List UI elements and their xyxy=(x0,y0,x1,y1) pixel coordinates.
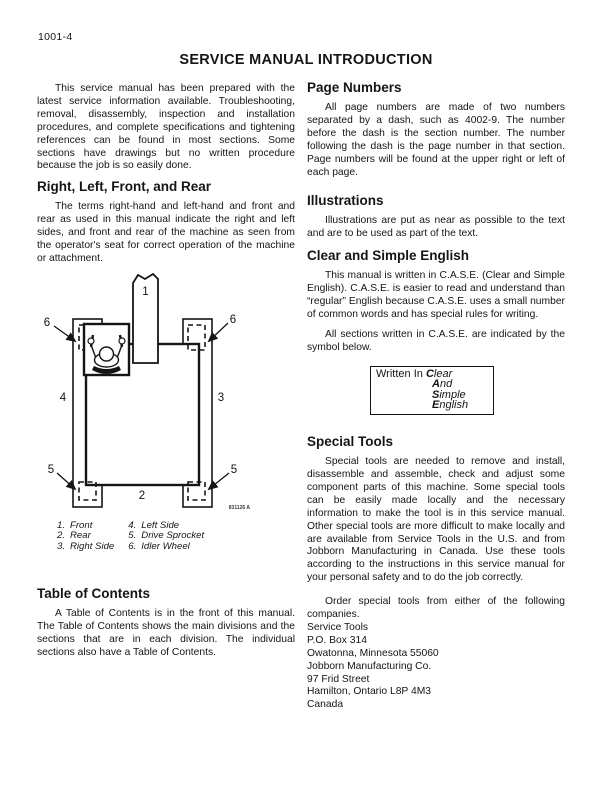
address-block-jobborn xyxy=(307,661,565,713)
legend-label: Idler Wheel xyxy=(141,540,190,552)
illustrations-paragraph: Illustrations are put as near as possible to the text and are to be used as part of the text. xyxy=(307,215,565,240)
legend-column-2 xyxy=(128,521,204,552)
address-line: 97 Frid Street xyxy=(307,673,370,685)
directions-paragraph: The terms right-hand and left-hand and front and rear as used in this manual indicate the right and left sides, and front and rear of the machine as seen from the operator's seat for correct operation of the machine or attachment. xyxy=(37,201,295,264)
legend-num: 6. xyxy=(128,540,137,552)
case-symbol-box xyxy=(370,366,494,415)
address-line: P.O. Box 314 xyxy=(307,634,367,646)
case-paragraph-1: This manual is written in C.A.S.E. (Clear and Simple English). C.A.S.E. is easier to read and understand than “regular” English because C.A.S.E. uses a small number of common words and has special rules for writing. xyxy=(307,270,565,320)
right-column xyxy=(307,76,565,712)
case-initial: C xyxy=(425,367,434,380)
callout-3: 3 xyxy=(217,391,225,404)
callout-2: 2 xyxy=(138,489,146,502)
machine-figure-svg xyxy=(37,270,295,514)
section-heading-toc: Table of Contents xyxy=(37,586,150,602)
case-rest: nd xyxy=(439,378,453,391)
case-rest: lear xyxy=(433,367,453,380)
case-rest: nglish xyxy=(439,399,469,412)
legend-label: Front xyxy=(70,519,93,531)
figure-id: 831126 A xyxy=(228,504,250,511)
legend-label: Left Side xyxy=(141,519,180,531)
legend-label: Rear xyxy=(70,530,91,542)
case-box-prefix: Written In xyxy=(376,367,423,380)
section-heading-illustrations: Illustrations xyxy=(307,193,384,209)
page-number: 1001-4 xyxy=(38,31,73,43)
address-block-service-tools xyxy=(307,622,565,661)
section-heading-directions: Right, Left, Front, and Rear xyxy=(37,179,211,195)
special-tools-paragraph-1: Special tools are needed to remove and install, disassemble and assemble, check and adjust some component parts of this machine. Some special tools can be easily made locally and the necessary information to make the tool is in this service manual. Other special tools are more difficult to make locally and are available from Service Tools in the U.S. and from Jobborn Manufacturing in Canada. Use these tools according to the instructions in this service manual for your personal safety and to do the job correctly. xyxy=(307,456,565,584)
case-paragraph-2: All sections written in C.A.S.E. are indicated by the symbol below. xyxy=(307,328,565,353)
address-line: Owatonna, Minnesota 55060 xyxy=(307,647,439,659)
figure-legend xyxy=(57,521,295,552)
legend-column-1 xyxy=(57,521,114,552)
callout-6-right: 6 xyxy=(229,313,237,326)
section-heading-special-tools: Special Tools xyxy=(307,434,394,450)
legend-num: 2. xyxy=(57,530,66,542)
case-rest: imple xyxy=(439,388,466,401)
left-column xyxy=(37,76,295,712)
callout-4: 4 xyxy=(59,391,67,404)
section-heading-case: Clear and Simple English xyxy=(307,248,470,264)
legend-label: Right Side xyxy=(70,540,115,552)
legend-label: Drive Sprocket xyxy=(141,530,205,542)
callout-arrow-6-left xyxy=(54,326,75,341)
callout-6-left: 6 xyxy=(43,316,51,329)
case-box-line xyxy=(376,400,488,411)
section-heading-page-numbers: Page Numbers xyxy=(307,80,402,95)
address-line: Canada xyxy=(307,699,344,711)
case-initial: A xyxy=(432,378,440,391)
legend-num: 3. xyxy=(57,540,66,552)
page-numbers-paragraph: All page numbers are made of two numbers separated by a dash, such as 4002-9. The number before the dash is the section number. The number following the dash is the page number in that section. Page numbers will be found at the upper right or left of each page. xyxy=(307,102,565,178)
special-tools-paragraph-2: Order special tools from either of the following companies. xyxy=(307,596,565,621)
callout-5-right: 5 xyxy=(230,463,238,476)
callout-5-left: 5 xyxy=(47,463,55,476)
address-line: Hamilton, Ontario L8P 4M3 xyxy=(307,686,432,698)
legend-num: 4. xyxy=(128,519,137,531)
toc-paragraph: A Table of Contents is in the front of this manual. The Table of Contents shows the main divisions and the sections that are in each division. The individual sections also have a Table of Contents. xyxy=(37,608,295,658)
legend-item xyxy=(57,542,114,552)
intro-paragraph: This service manual has been prepared with the latest service information available. Troubleshooting, removal, disassembly, inspection and installation procedures, and complete specifications and tightening references can be found in most sections. Some sections have drawings but no written procedure because the job is so easily done. xyxy=(37,83,295,172)
legend-num: 5. xyxy=(128,530,137,542)
case-initial: E xyxy=(432,399,440,412)
legend-num: 1. xyxy=(57,519,66,531)
callout-1: 1 xyxy=(142,285,149,298)
two-column-body xyxy=(37,76,565,712)
machine-top-view-figure xyxy=(37,270,295,552)
address-line: Service Tools xyxy=(307,621,369,633)
case-initial: S xyxy=(432,388,440,401)
case-word-english xyxy=(432,399,468,411)
legend-item xyxy=(128,542,204,552)
page-title: SERVICE MANUAL INTRODUCTION xyxy=(179,52,433,68)
address-line: Jobborn Manufacturing Co. xyxy=(307,660,432,672)
